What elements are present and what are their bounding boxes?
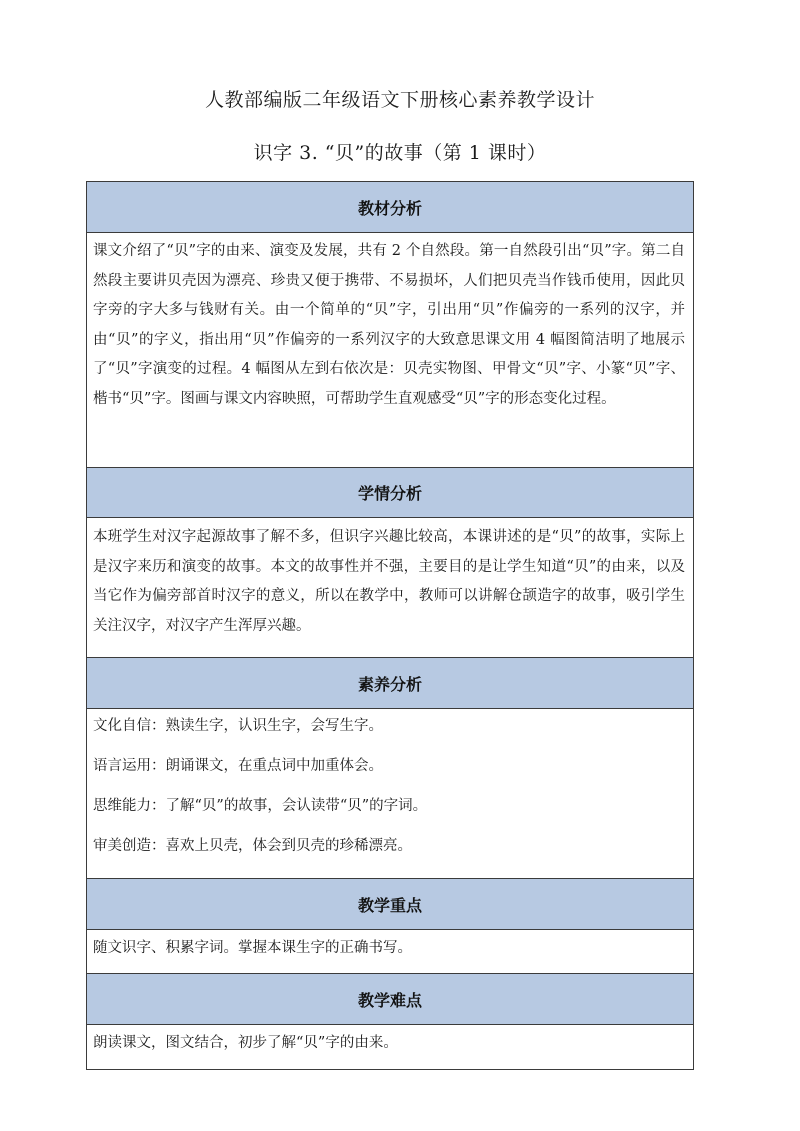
competency-line-culture: 文化自信：熟读生字，认识生字，会写生字。: [93, 718, 383, 734]
lesson-subtitle: 识字 3. “贝”的故事（第 1 课时）: [253, 142, 547, 164]
section-body-textbook-analysis: [87, 233, 693, 468]
lesson-plan-table: [86, 181, 694, 1070]
key-points-text: 随文识字、积累字词。掌握本课生字的正确书写。: [93, 940, 412, 956]
competency-line-thinking: 思维能力：了解“贝”的故事，会认读带“贝”的字词。: [93, 798, 428, 814]
section-body-student-analysis: [87, 518, 693, 658]
section-header-textbook-analysis: 教材分析: [87, 182, 693, 233]
section-body-key-points: [87, 930, 693, 974]
section-header-difficult-points: 教学难点: [87, 974, 693, 1025]
section-header-key-points: 教学重点: [87, 879, 693, 930]
difficult-points-text: 朗读课文，图文结合，初步了解“贝”字的由来。: [93, 1035, 398, 1051]
section-body-competency-analysis: [87, 709, 693, 879]
competency-line-language: 语言运用：朗诵课文，在重点词中加重体会。: [93, 758, 383, 774]
document-title: 人教部编版二年级语文下册核心素养教学设计: [204, 89, 595, 111]
section-body-difficult-points: [87, 1025, 693, 1069]
student-analysis-text: 本班学生对汉字起源故事了解不多，但识字兴趣比较高，本课讲述的是“贝”的故事，实际上是汉字来历和演变的故事。本文的故事性并不强，主要目的是让学生知道“贝”的由来，以及当它作为偏旁部首时汉字的意义，所以在教学中，教师可以讲解仓颉造字的故事，吸引学生关注汉字，对汉字产生浑厚兴趣。: [93, 529, 685, 634]
competency-line-aesthetic: 审美创造：喜欢上贝壳，体会到贝壳的珍稀漂亮。: [93, 838, 412, 854]
section-header-student-analysis: 学情分析: [87, 468, 693, 518]
section-header-competency-analysis: 素养分析: [87, 658, 693, 709]
textbook-analysis-text: 课文介绍了“贝”字的由来、演变及发展，共有 2 个自然段。第一自然段引出“贝”字。第二自然段主要讲贝壳因为漂亮、珍贵又便于携带、不易损坏，人们把贝壳当作钱币使用，因此贝字旁的字大多与钱财有关。由一个简单的“贝”字，引出用“贝”作偏旁的一系列的汉字，并由“贝”的字义，指出用“贝”作偏旁的一系列汉字的大致意思课文用 4 幅图简洁明了地展示了“贝”字演变的过程。4 幅图从左到右依次是：贝壳实物图、甲骨文“贝”字、小篆“贝”字、楷书“贝”字。图画与课文内容映照，可帮助学生直观感受“贝”字的形态变化过程。: [93, 243, 685, 407]
